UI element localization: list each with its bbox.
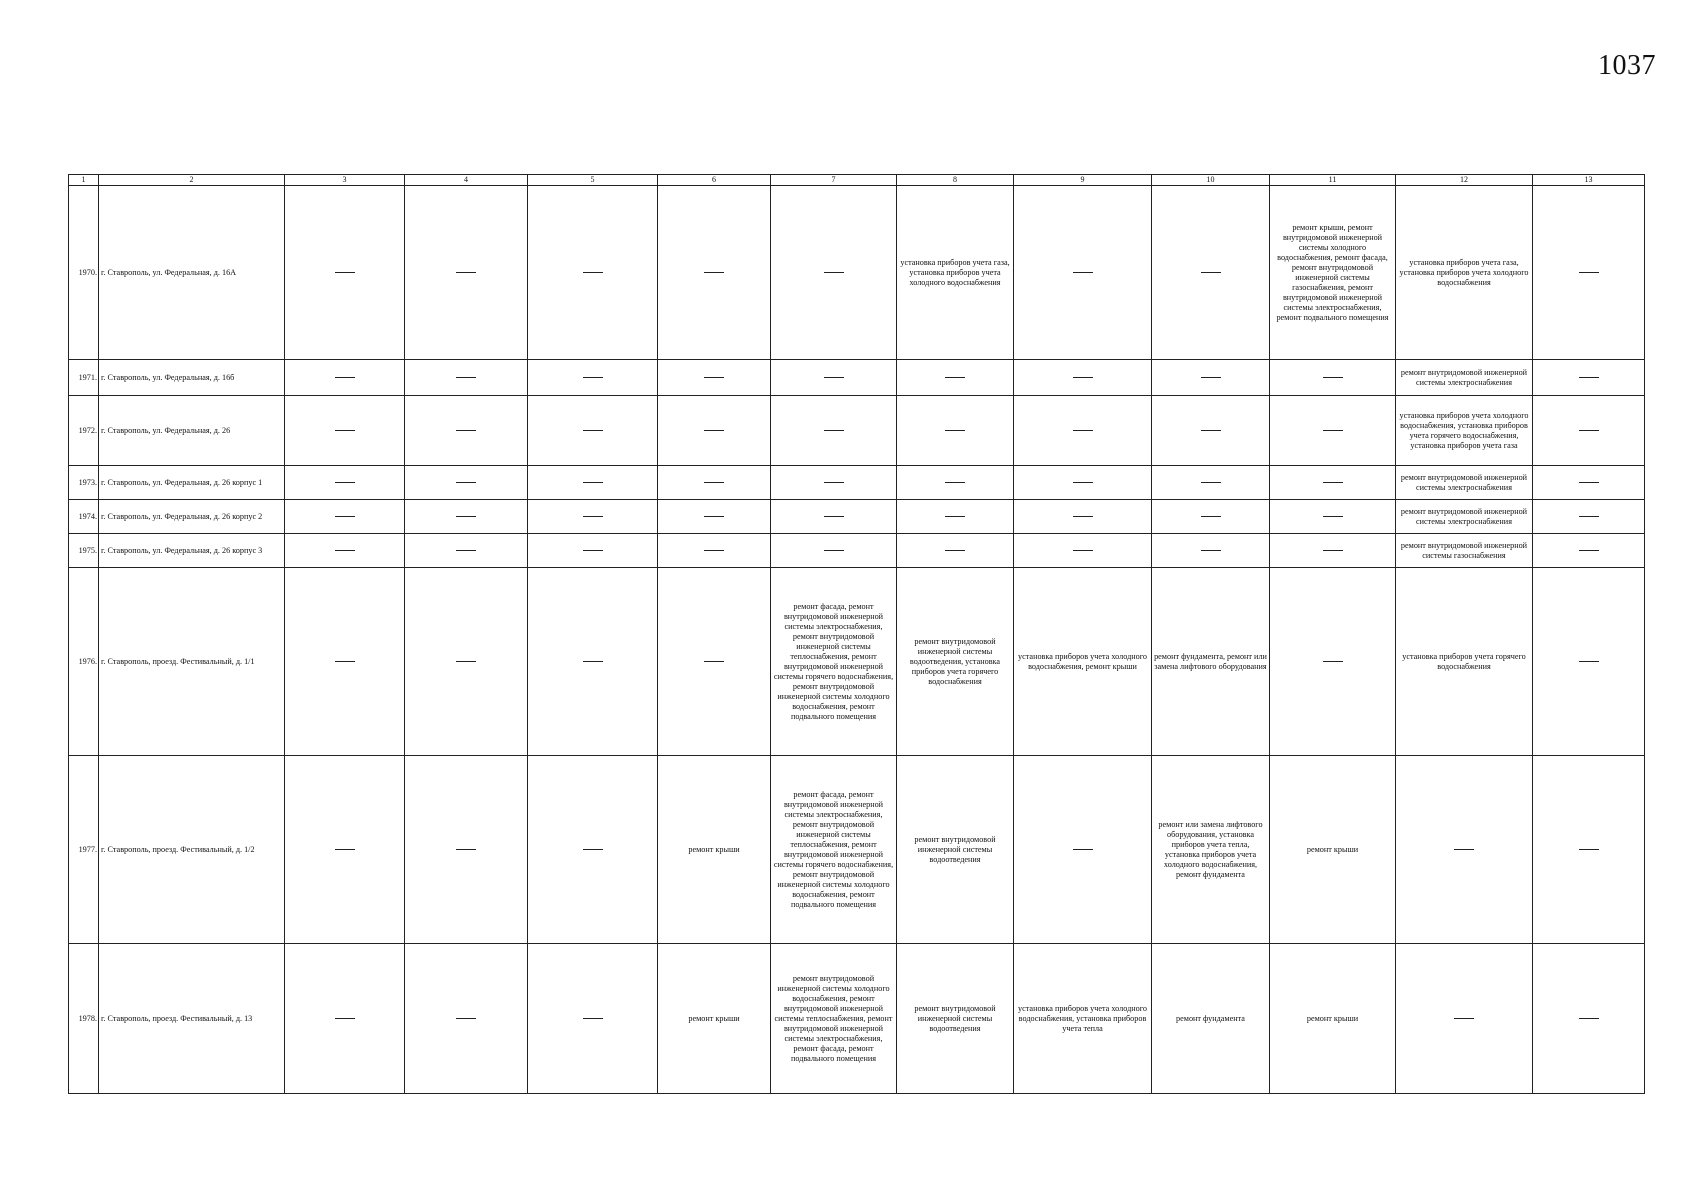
no-work-dash: [1073, 430, 1093, 431]
work-cell-col-6: [658, 396, 771, 466]
column-number: 5: [528, 175, 658, 186]
table-row: [69, 360, 1645, 396]
work-cell-col-11: ремонт крыши: [1270, 944, 1396, 1094]
work-cell-col-3: [285, 500, 405, 534]
address-cell: г. Ставрополь, проезд. Фестивальный, д. 1/2: [99, 756, 285, 944]
works-table-container: [68, 174, 1645, 1094]
no-work-dash: [945, 430, 965, 431]
no-work-dash: [1073, 516, 1093, 517]
column-number: 3: [285, 175, 405, 186]
work-cell-col-9: [1014, 466, 1152, 500]
work-cell-col-12: ремонт внутридомовой инженерной системы газоснабжения: [1396, 534, 1533, 568]
work-cell-col-6: ремонт крыши: [658, 756, 771, 944]
no-work-dash: [456, 661, 476, 662]
work-cell-col-5: [528, 360, 658, 396]
no-work-dash: [456, 430, 476, 431]
no-work-dash: [824, 430, 844, 431]
work-cell-col-7: ремонт внутридомовой инженерной системы холодного водоснабжения, ремонт внутридомовой инженерной системы теплоснабжения, ремонт внутридомовой инженерной системы электроснабжения, ремонт фасада, ремонт подвального помещения: [771, 944, 897, 1094]
work-cell-col-3: [285, 466, 405, 500]
no-work-dash: [335, 849, 355, 850]
work-cell-col-3: [285, 396, 405, 466]
work-cell-col-6: [658, 186, 771, 360]
no-work-dash: [335, 377, 355, 378]
no-work-dash: [1579, 272, 1599, 273]
no-work-dash: [1579, 661, 1599, 662]
work-cell-col-9: [1014, 396, 1152, 466]
work-cell-col-8: установка приборов учета газа, установка приборов учета холодного водоснабжения: [897, 186, 1014, 360]
work-cell-col-3: [285, 944, 405, 1094]
no-work-dash: [1323, 377, 1343, 378]
work-cell-col-8: [897, 466, 1014, 500]
work-cell-col-9: [1014, 500, 1152, 534]
work-cell-col-13: [1533, 396, 1645, 466]
work-cell-col-5: [528, 534, 658, 568]
no-work-dash: [1201, 482, 1221, 483]
work-cell-col-8: [897, 534, 1014, 568]
no-work-dash: [1323, 430, 1343, 431]
work-cell-col-4: [405, 396, 528, 466]
no-work-dash: [824, 272, 844, 273]
work-cell-col-11: [1270, 500, 1396, 534]
work-cell-col-13: [1533, 568, 1645, 756]
work-cell-col-3: [285, 186, 405, 360]
table-row: [69, 186, 1645, 360]
work-cell-col-11: ремонт крыши: [1270, 756, 1396, 944]
no-work-dash: [456, 516, 476, 517]
work-cell-col-5: [528, 396, 658, 466]
work-cell-col-7: [771, 360, 897, 396]
column-number: 1: [69, 175, 99, 186]
work-cell-col-7: [771, 396, 897, 466]
no-work-dash: [583, 377, 603, 378]
work-cell-col-12: установка приборов учета газа, установка приборов учета холодного водоснабжения: [1396, 186, 1533, 360]
column-number: 8: [897, 175, 1014, 186]
work-cell-col-3: [285, 756, 405, 944]
table-row: [69, 756, 1645, 944]
work-cell-col-9: [1014, 756, 1152, 944]
work-cell-col-11: [1270, 396, 1396, 466]
work-cell-col-4: [405, 500, 528, 534]
work-cell-col-7: [771, 534, 897, 568]
address-cell: г. Ставрополь, ул. Федеральная, д. 16б: [99, 360, 285, 396]
works-table: [68, 174, 1645, 1094]
work-cell-col-13: [1533, 944, 1645, 1094]
column-number: 9: [1014, 175, 1152, 186]
work-cell-col-7: [771, 500, 897, 534]
work-cell-col-4: [405, 756, 528, 944]
no-work-dash: [1323, 516, 1343, 517]
no-work-dash: [335, 661, 355, 662]
work-cell-col-6: [658, 500, 771, 534]
table-row: [69, 466, 1645, 500]
table-row: [69, 568, 1645, 756]
work-cell-col-9: [1014, 534, 1152, 568]
work-cell-col-10: [1152, 500, 1270, 534]
no-work-dash: [1579, 430, 1599, 431]
row-number-cell: 1976.: [69, 568, 99, 756]
column-number: 6: [658, 175, 771, 186]
no-work-dash: [1579, 482, 1599, 483]
no-work-dash: [1201, 516, 1221, 517]
no-work-dash: [583, 482, 603, 483]
work-cell-col-4: [405, 466, 528, 500]
work-cell-col-5: [528, 944, 658, 1094]
no-work-dash: [583, 1018, 603, 1019]
work-cell-col-5: [528, 500, 658, 534]
work-cell-col-11: [1270, 466, 1396, 500]
work-cell-col-12: ремонт внутридомовой инженерной системы электроснабжения: [1396, 466, 1533, 500]
work-cell-col-3: [285, 360, 405, 396]
no-work-dash: [1323, 550, 1343, 551]
work-cell-col-6: [658, 568, 771, 756]
work-cell-col-5: [528, 466, 658, 500]
no-work-dash: [945, 516, 965, 517]
work-cell-col-6: ремонт крыши: [658, 944, 771, 1094]
work-cell-col-13: [1533, 534, 1645, 568]
no-work-dash: [335, 272, 355, 273]
no-work-dash: [456, 550, 476, 551]
column-number: 13: [1533, 175, 1645, 186]
no-work-dash: [704, 661, 724, 662]
work-cell-col-10: ремонт или замена лифтового оборудования, установка приборов учета тепла, установка приборов учета холодного водоснабжения, ремонт фундамента: [1152, 756, 1270, 944]
work-cell-col-7: ремонт фасада, ремонт внутридомовой инженерной системы электроснабжения, ремонт внутридомовой инженерной системы теплоснабжения, ремонт внутридомовой инженерной системы горячего водоснабжения, ремонт внутридомовой инженерной системы холодного водоснабжения, ремонт подвального помещения: [771, 568, 897, 756]
no-work-dash: [1073, 550, 1093, 551]
table-row: [69, 396, 1645, 466]
work-cell-col-10: [1152, 360, 1270, 396]
no-work-dash: [1073, 849, 1093, 850]
row-number-cell: 1971.: [69, 360, 99, 396]
no-work-dash: [1579, 377, 1599, 378]
no-work-dash: [583, 849, 603, 850]
no-work-dash: [583, 272, 603, 273]
no-work-dash: [824, 550, 844, 551]
no-work-dash: [456, 272, 476, 273]
work-cell-col-9: [1014, 186, 1152, 360]
work-cell-col-6: [658, 360, 771, 396]
no-work-dash: [1201, 430, 1221, 431]
address-cell: г. Ставрополь, ул. Федеральная, д. 26: [99, 396, 285, 466]
row-number-cell: 1974.: [69, 500, 99, 534]
work-cell-col-13: [1533, 466, 1645, 500]
no-work-dash: [335, 516, 355, 517]
work-cell-col-8: [897, 500, 1014, 534]
no-work-dash: [704, 272, 724, 273]
no-work-dash: [1073, 482, 1093, 483]
address-cell: г. Ставрополь, ул. Федеральная, д. 16А: [99, 186, 285, 360]
work-cell-col-10: [1152, 396, 1270, 466]
no-work-dash: [1323, 482, 1343, 483]
work-cell-col-12: [1396, 756, 1533, 944]
no-work-dash: [1454, 849, 1474, 850]
no-work-dash: [583, 430, 603, 431]
work-cell-col-3: [285, 568, 405, 756]
work-cell-col-5: [528, 568, 658, 756]
work-cell-col-4: [405, 186, 528, 360]
no-work-dash: [1579, 550, 1599, 551]
row-number-cell: 1977.: [69, 756, 99, 944]
work-cell-col-4: [405, 944, 528, 1094]
row-number-cell: 1972.: [69, 396, 99, 466]
no-work-dash: [824, 482, 844, 483]
no-work-dash: [1579, 849, 1599, 850]
no-work-dash: [704, 377, 724, 378]
no-work-dash: [1579, 516, 1599, 517]
no-work-dash: [824, 516, 844, 517]
no-work-dash: [945, 377, 965, 378]
work-cell-col-4: [405, 360, 528, 396]
table-row: [69, 534, 1645, 568]
work-cell-col-13: [1533, 500, 1645, 534]
work-cell-col-12: установка приборов учета холодного водоснабжения, установка приборов учета горячего водоснабжения, установка приборов учета газа: [1396, 396, 1533, 466]
work-cell-col-12: ремонт внутридомовой инженерной системы электроснабжения: [1396, 360, 1533, 396]
no-work-dash: [335, 430, 355, 431]
work-cell-col-9: установка приборов учета холодного водоснабжения, ремонт крыши: [1014, 568, 1152, 756]
work-cell-col-9: [1014, 360, 1152, 396]
column-number-row: [69, 175, 1645, 186]
work-cell-col-6: [658, 466, 771, 500]
no-work-dash: [335, 482, 355, 483]
work-cell-col-7: [771, 186, 897, 360]
table-row: [69, 500, 1645, 534]
column-number: 4: [405, 175, 528, 186]
no-work-dash: [335, 550, 355, 551]
work-cell-col-3: [285, 534, 405, 568]
no-work-dash: [456, 1018, 476, 1019]
no-work-dash: [704, 550, 724, 551]
work-cell-col-7: [771, 466, 897, 500]
address-cell: г. Ставрополь, проезд. Фестивальный, д. 13: [99, 944, 285, 1094]
work-cell-col-13: [1533, 360, 1645, 396]
no-work-dash: [1201, 272, 1221, 273]
work-cell-col-10: ремонт фундамента: [1152, 944, 1270, 1094]
column-number: 12: [1396, 175, 1533, 186]
row-number-cell: 1978.: [69, 944, 99, 1094]
work-cell-col-4: [405, 568, 528, 756]
no-work-dash: [945, 482, 965, 483]
work-cell-col-9: установка приборов учета холодного водоснабжения, установка приборов учета тепла: [1014, 944, 1152, 1094]
work-cell-col-12: установка приборов учета горячего водоснабжения: [1396, 568, 1533, 756]
no-work-dash: [1579, 1018, 1599, 1019]
column-number: 11: [1270, 175, 1396, 186]
address-cell: г. Ставрополь, ул. Федеральная, д. 26 корпус 2: [99, 500, 285, 534]
work-cell-col-8: ремонт внутридомовой инженерной системы водоотведения, установка приборов учета горячего водоснабжения: [897, 568, 1014, 756]
no-work-dash: [1454, 1018, 1474, 1019]
work-cell-col-10: ремонт фундамента, ремонт или замена лифтового оборудования: [1152, 568, 1270, 756]
column-number: 7: [771, 175, 897, 186]
work-cell-col-5: [528, 186, 658, 360]
no-work-dash: [1073, 272, 1093, 273]
address-cell: г. Ставрополь, ул. Федеральная, д. 26 корпус 1: [99, 466, 285, 500]
work-cell-col-8: ремонт внутридомовой инженерной системы водоотведения: [897, 756, 1014, 944]
work-cell-col-10: [1152, 466, 1270, 500]
work-cell-col-11: ремонт крыши, ремонт внутридомовой инженерной системы холодного водоснабжения, ремонт фасада, ремонт внутридомовой инженерной системы газоснабжения, ремонт внутридомовой инженерной системы электроснабжения, ремонт подвального помещения: [1270, 186, 1396, 360]
column-number: 2: [99, 175, 285, 186]
work-cell-col-5: [528, 756, 658, 944]
no-work-dash: [945, 550, 965, 551]
work-cell-col-12: ремонт внутридомовой инженерной системы электроснабжения: [1396, 500, 1533, 534]
work-cell-col-13: [1533, 186, 1645, 360]
work-cell-col-4: [405, 534, 528, 568]
work-cell-col-7: ремонт фасада, ремонт внутридомовой инженерной системы электроснабжения, ремонт внутридомовой инженерной системы теплоснабжения, ремонт внутридомовой инженерной системы горячего водоснабжения, ремонт внутридомовой инженерной системы холодного водоснабжения, ремонт подвального помещения: [771, 756, 897, 944]
row-number-cell: 1975.: [69, 534, 99, 568]
no-work-dash: [824, 377, 844, 378]
no-work-dash: [583, 516, 603, 517]
row-number-cell: 1970.: [69, 186, 99, 360]
work-cell-col-8: [897, 360, 1014, 396]
no-work-dash: [456, 482, 476, 483]
no-work-dash: [1073, 377, 1093, 378]
work-cell-col-10: [1152, 534, 1270, 568]
work-cell-col-11: [1270, 568, 1396, 756]
no-work-dash: [704, 516, 724, 517]
work-cell-col-6: [658, 534, 771, 568]
work-cell-col-11: [1270, 534, 1396, 568]
no-work-dash: [335, 1018, 355, 1019]
no-work-dash: [456, 849, 476, 850]
column-number: 10: [1152, 175, 1270, 186]
work-cell-col-12: [1396, 944, 1533, 1094]
no-work-dash: [704, 482, 724, 483]
work-cell-col-8: [897, 396, 1014, 466]
no-work-dash: [704, 430, 724, 431]
page-number: 1037: [1598, 50, 1656, 81]
no-work-dash: [456, 377, 476, 378]
work-cell-col-13: [1533, 756, 1645, 944]
no-work-dash: [1201, 550, 1221, 551]
work-cell-col-10: [1152, 186, 1270, 360]
address-cell: г. Ставрополь, проезд. Фестивальный, д. 1/1: [99, 568, 285, 756]
no-work-dash: [1323, 661, 1343, 662]
address-cell: г. Ставрополь, ул. Федеральная, д. 26 корпус 3: [99, 534, 285, 568]
table-row: [69, 944, 1645, 1094]
work-cell-col-8: ремонт внутридомовой инженерной системы водоотведения: [897, 944, 1014, 1094]
row-number-cell: 1973.: [69, 466, 99, 500]
no-work-dash: [583, 661, 603, 662]
no-work-dash: [1201, 377, 1221, 378]
work-cell-col-11: [1270, 360, 1396, 396]
no-work-dash: [583, 550, 603, 551]
